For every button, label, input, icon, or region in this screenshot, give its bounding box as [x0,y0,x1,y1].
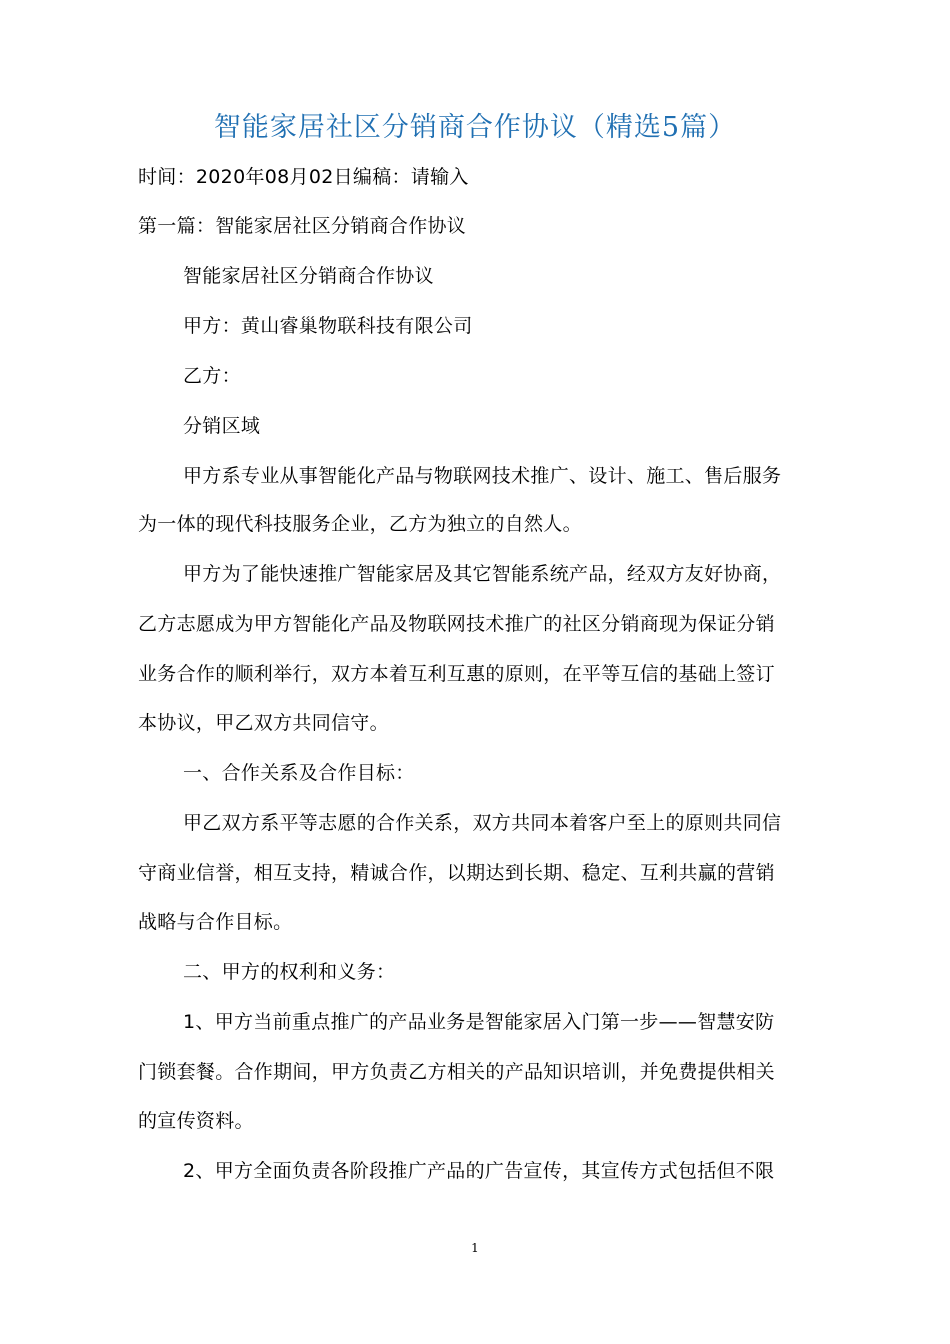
paragraph-line: 本协议，甲乙双方共同信守。 [138,712,389,734]
paragraph-line: 智能家居社区分销商合作协议 [183,265,434,287]
paragraph-line: 一、合作关系及合作目标： [183,762,415,784]
paragraph-line: 1、甲方当前重点推广的产品业务是智能家居入门第一步——智慧安防 [183,1011,775,1033]
paragraph-line: 甲方系专业从事智能化产品与物联网技术推广、设计、施工、售后服务 [183,465,782,487]
paragraph-line: 分销区域 [183,415,261,437]
paragraph-line: 甲方为了能快速推广智能家居及其它智能系统产品，经双方友好协商， [183,563,782,585]
paragraph-line: 业务合作的顺利举行，双方本着互利互惠的原则，在平等互信的基础上签订 [138,663,775,685]
paragraph-line: 守商业信誉，相互支持，精诚合作，以期达到长期、稳定、互利共赢的营销 [138,862,775,884]
paragraph-line: 二、甲方的权利和义务： [183,961,396,983]
paragraph-line: 乙方： [183,365,241,387]
document-title: 智能家居社区分销商合作协议（精选5篇） [213,112,737,143]
paragraph-line: 2、甲方全面负责各阶段推广产品的广告宣传，其宣传方式包括但不限 [183,1160,775,1182]
paragraph-line: 乙方志愿成为甲方智能化产品及物联网技术推广的社区分销商现为保证分销 [138,613,775,635]
page-number: 1 [471,1241,479,1255]
paragraph-line: 甲乙双方系平等志愿的合作关系，双方共同本着客户至上的原则共同信 [183,812,782,834]
paragraph-line: 门锁套餐。合作期间，甲方负责乙方相关的产品知识培训，并免费提供相关 [138,1061,775,1083]
paragraph-line: 甲方：黄山睿巢物联科技有限公司 [183,315,473,337]
meta-line: 时间：2020年08月02日编稿：请输入 [138,166,469,188]
paragraph-line: 的宣传资料。 [138,1110,254,1132]
paragraph-line: 为一体的现代科技服务企业，乙方为独立的自然人。 [138,513,582,535]
paragraph-line: 战略与合作目标。 [138,911,293,933]
section-heading: 第一篇：智能家居社区分销商合作协议 [138,215,467,237]
